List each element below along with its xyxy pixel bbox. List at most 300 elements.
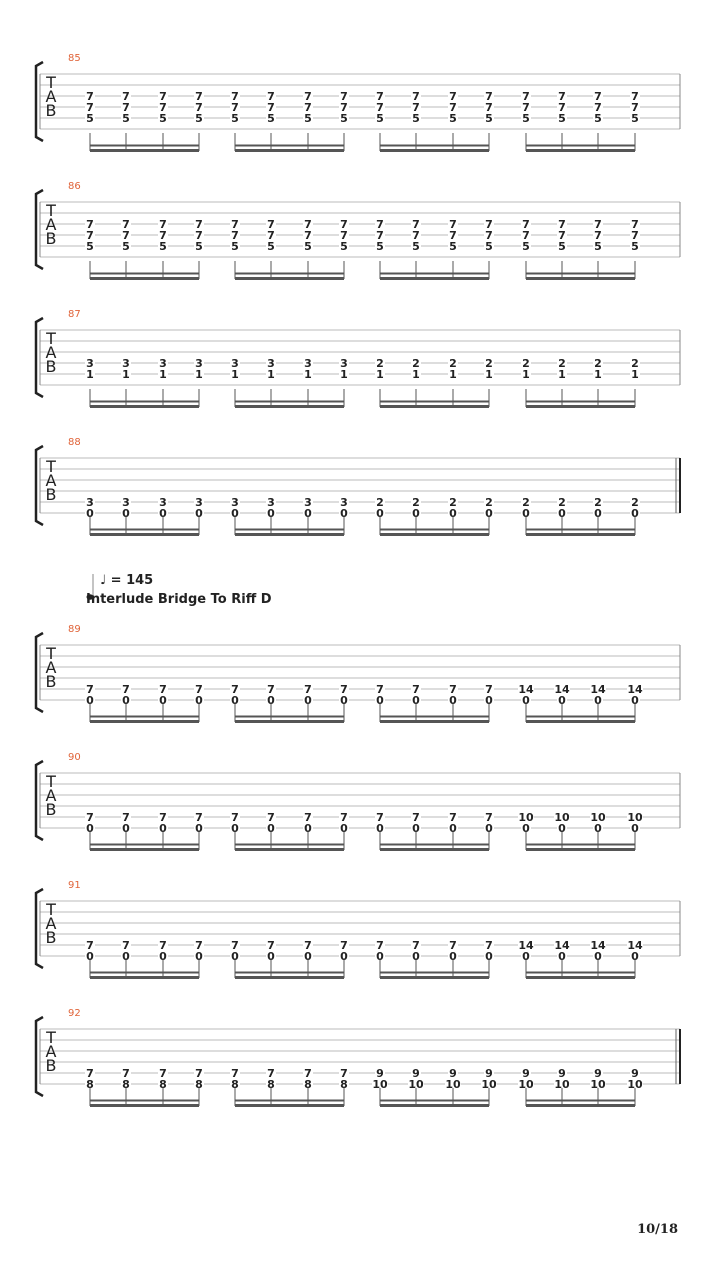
fret-number: 7	[122, 939, 130, 952]
fret-number: 8	[86, 1078, 94, 1091]
tab-clef-letter: T	[46, 329, 56, 348]
tab-clef-letter: B	[45, 800, 57, 819]
fret-number: 8	[340, 1078, 348, 1091]
fret-number: 5	[267, 240, 275, 253]
fret-number: 5	[449, 112, 457, 125]
quarter-note-icon: ♩	[100, 573, 107, 588]
fret-number: 0	[631, 507, 639, 520]
fret-number: 10	[481, 1078, 497, 1091]
fret-number: 5	[594, 240, 602, 253]
fret-number: 7	[485, 90, 493, 103]
fret-number: 7	[267, 939, 275, 952]
fret-number: 7	[231, 90, 239, 103]
fret-number: 7	[340, 939, 348, 952]
tab-clef-letter: T	[46, 73, 56, 92]
fret-number: 7	[195, 101, 203, 114]
fret-number: 0	[594, 822, 602, 835]
tab-clef-letter: B	[45, 928, 57, 947]
fret-number: 7	[122, 229, 130, 242]
tab-clef-letter: B	[45, 672, 57, 691]
fret-number: 7	[631, 229, 639, 242]
fret-number: 7	[485, 229, 493, 242]
fret-number: 3	[340, 496, 348, 509]
measure-number: 87	[68, 309, 81, 320]
fret-number: 7	[449, 683, 457, 696]
fret-number: 5	[195, 112, 203, 125]
tab-clef-letter: T	[46, 457, 56, 476]
fret-number: 3	[231, 357, 239, 370]
fret-number: 0	[558, 694, 566, 707]
fret-number: 7	[159, 101, 167, 114]
fret-number: 7	[159, 218, 167, 231]
fret-number: 8	[122, 1078, 130, 1091]
fret-number: 2	[485, 357, 493, 370]
fret-number: 3	[86, 357, 94, 370]
tab-clef-letter: T	[46, 1028, 56, 1047]
fret-number: 7	[159, 939, 167, 952]
fret-number: 7	[304, 218, 312, 231]
fret-number: 2	[485, 496, 493, 509]
fret-number: 0	[558, 822, 566, 835]
fret-number: 0	[340, 950, 348, 963]
fret-number: 5	[267, 112, 275, 125]
fret-number: 3	[195, 496, 203, 509]
fret-number: 3	[159, 357, 167, 370]
page-number: 10/18	[637, 1222, 678, 1237]
fret-number: 0	[195, 822, 203, 835]
fret-number: 7	[267, 218, 275, 231]
fret-number: 1	[594, 368, 602, 381]
fret-number: 14	[590, 939, 606, 952]
fret-number: 10	[627, 1078, 643, 1091]
fret-number: 0	[594, 507, 602, 520]
fret-number: 5	[412, 112, 420, 125]
fret-number: 7	[376, 939, 384, 952]
fret-number: 0	[485, 507, 493, 520]
fret-number: 0	[485, 694, 493, 707]
fret-number: 7	[412, 90, 420, 103]
fret-number: 7	[340, 90, 348, 103]
fret-number: 7	[304, 229, 312, 242]
fret-number: 2	[376, 357, 384, 370]
fret-number: 0	[159, 694, 167, 707]
fret-number: 7	[631, 101, 639, 114]
fret-number: 2	[631, 496, 639, 509]
fret-number: 0	[631, 694, 639, 707]
fret-number: 0	[304, 822, 312, 835]
fret-number: 9	[558, 1067, 566, 1080]
fret-number: 0	[86, 507, 94, 520]
fret-number: 7	[231, 1067, 239, 1080]
fret-number: 7	[522, 101, 530, 114]
tab-clef-letter: T	[46, 644, 56, 663]
fret-number: 8	[231, 1078, 239, 1091]
fret-number: 7	[267, 811, 275, 824]
fret-number: 7	[304, 1067, 312, 1080]
fret-number: 2	[631, 357, 639, 370]
fret-number: 7	[449, 229, 457, 242]
fret-number: 0	[376, 950, 384, 963]
fret-number: 10	[518, 1078, 534, 1091]
fret-number: 0	[122, 694, 130, 707]
fret-number: 5	[86, 112, 94, 125]
fret-number: 7	[195, 683, 203, 696]
fret-number: 1	[304, 368, 312, 381]
fret-number: 3	[122, 357, 130, 370]
fret-number: 0	[449, 507, 457, 520]
tempo-value: = 145	[110, 573, 154, 588]
tab-clef-letter: T	[46, 201, 56, 220]
fret-number: 1	[631, 368, 639, 381]
fret-number: 3	[340, 357, 348, 370]
fret-number: 7	[122, 101, 130, 114]
fret-number: 7	[304, 90, 312, 103]
fret-number: 2	[594, 496, 602, 509]
fret-number: 7	[86, 218, 94, 231]
fret-number: 7	[122, 90, 130, 103]
fret-number: 3	[195, 357, 203, 370]
fret-number: 7	[558, 229, 566, 242]
fret-number: 9	[485, 1067, 493, 1080]
fret-number: 0	[122, 950, 130, 963]
fret-number: 8	[159, 1078, 167, 1091]
fret-number: 0	[122, 822, 130, 835]
fret-number: 0	[594, 950, 602, 963]
fret-number: 5	[376, 240, 384, 253]
fret-number: 14	[518, 683, 534, 696]
fret-number: 7	[231, 218, 239, 231]
fret-number: 5	[159, 240, 167, 253]
fret-number: 0	[231, 822, 239, 835]
fret-number: 7	[412, 683, 420, 696]
fret-number: 5	[122, 112, 130, 125]
section-title: Interlude Bridge To Riff D	[86, 592, 272, 607]
fret-number: 5	[449, 240, 457, 253]
fret-number: 7	[231, 683, 239, 696]
fret-number: 1	[159, 368, 167, 381]
fret-number: 5	[412, 240, 420, 253]
tab-clef-letter: A	[45, 658, 57, 677]
fret-number: 7	[594, 101, 602, 114]
fret-number: 3	[159, 496, 167, 509]
fret-number: 3	[267, 357, 275, 370]
fret-number: 0	[412, 694, 420, 707]
fret-number: 7	[231, 101, 239, 114]
fret-number: 5	[195, 240, 203, 253]
fret-number: 8	[267, 1078, 275, 1091]
fret-number: 10	[590, 811, 606, 824]
fret-number: 0	[231, 694, 239, 707]
fret-number: 10	[590, 1078, 606, 1091]
fret-number: 5	[159, 112, 167, 125]
fret-number: 5	[522, 112, 530, 125]
fret-number: 1	[485, 368, 493, 381]
fret-number: 10	[554, 1078, 570, 1091]
fret-number: 0	[267, 507, 275, 520]
fret-number: 5	[631, 112, 639, 125]
fret-number: 7	[304, 101, 312, 114]
fret-number: 5	[304, 240, 312, 253]
fret-number: 7	[485, 101, 493, 114]
fret-number: 7	[522, 90, 530, 103]
fret-number: 7	[86, 683, 94, 696]
tab-clef-letter: B	[45, 229, 57, 248]
fret-number: 5	[231, 112, 239, 125]
fret-number: 0	[631, 950, 639, 963]
fret-number: 2	[412, 357, 420, 370]
fret-number: 5	[558, 240, 566, 253]
fret-number: 0	[376, 822, 384, 835]
fret-number: 7	[340, 683, 348, 696]
fret-number: 7	[304, 939, 312, 952]
fret-number: 7	[340, 101, 348, 114]
fret-number: 0	[267, 694, 275, 707]
fret-number: 7	[86, 939, 94, 952]
measure-number: 85	[68, 53, 81, 64]
fret-number: 7	[412, 101, 420, 114]
fret-number: 7	[631, 90, 639, 103]
fret-number: 0	[631, 822, 639, 835]
measure-number: 89	[68, 624, 81, 635]
fret-number: 0	[159, 822, 167, 835]
fret-number: 2	[412, 496, 420, 509]
fret-number: 7	[412, 218, 420, 231]
fret-number: 7	[340, 229, 348, 242]
fret-number: 7	[594, 90, 602, 103]
fret-number: 7	[594, 229, 602, 242]
fret-number: 0	[376, 694, 384, 707]
fret-number: 10	[627, 811, 643, 824]
fret-number: 7	[86, 1067, 94, 1080]
fret-number: 7	[86, 101, 94, 114]
tab-clef-letter: B	[45, 485, 57, 504]
fret-number: 0	[231, 507, 239, 520]
fret-number: 5	[304, 112, 312, 125]
fret-number: 7	[159, 1067, 167, 1080]
fret-number: 5	[340, 112, 348, 125]
fret-number: 14	[518, 939, 534, 952]
tab-clef-letter: A	[45, 343, 57, 362]
tab-clef-letter: B	[45, 357, 57, 376]
fret-number: 9	[594, 1067, 602, 1080]
tab-clef-letter: T	[46, 900, 56, 919]
fret-number: 7	[485, 939, 493, 952]
fret-number: 0	[86, 694, 94, 707]
fret-number: 0	[485, 822, 493, 835]
fret-number: 5	[631, 240, 639, 253]
fret-number: 10	[518, 811, 534, 824]
fret-number: 7	[267, 90, 275, 103]
fret-number: 0	[159, 507, 167, 520]
fret-number: 2	[522, 357, 530, 370]
tab-clef-letter: A	[45, 215, 57, 234]
fret-number: 0	[340, 822, 348, 835]
fret-number: 7	[594, 218, 602, 231]
fret-number: 0	[522, 822, 530, 835]
tab-clef-letter: A	[45, 471, 57, 490]
measure-number: 90	[68, 752, 81, 763]
fret-number: 2	[558, 496, 566, 509]
fret-number: 7	[449, 101, 457, 114]
fret-number: 0	[86, 950, 94, 963]
fret-number: 9	[376, 1067, 384, 1080]
tab-clef-letter: A	[45, 1042, 57, 1061]
fret-number: 0	[449, 822, 457, 835]
measure-number: 92	[68, 1008, 81, 1019]
fret-number: 7	[267, 229, 275, 242]
fret-number: 0	[86, 822, 94, 835]
fret-number: 7	[376, 90, 384, 103]
fret-number: 0	[195, 694, 203, 707]
fret-number: 7	[558, 90, 566, 103]
fret-number: 7	[159, 90, 167, 103]
fret-number: 7	[122, 218, 130, 231]
fret-number: 1	[376, 368, 384, 381]
tab-clef-letter: T	[46, 772, 56, 791]
fret-number: 8	[304, 1078, 312, 1091]
fret-number: 7	[86, 90, 94, 103]
fret-number: 7	[412, 811, 420, 824]
fret-number: 7	[558, 101, 566, 114]
fret-number: 7	[449, 218, 457, 231]
fret-number: 14	[627, 939, 643, 952]
fret-number: 0	[340, 507, 348, 520]
fret-number: 7	[340, 1067, 348, 1080]
fret-number: 9	[522, 1067, 530, 1080]
fret-number: 14	[590, 683, 606, 696]
fret-number: 1	[522, 368, 530, 381]
fret-number: 7	[195, 1067, 203, 1080]
fret-number: 7	[86, 229, 94, 242]
fret-number: 1	[267, 368, 275, 381]
fret-number: 0	[522, 694, 530, 707]
fret-number: 0	[522, 950, 530, 963]
fret-number: 7	[267, 1067, 275, 1080]
fret-number: 7	[340, 218, 348, 231]
fret-number: 1	[558, 368, 566, 381]
fret-number: 0	[304, 507, 312, 520]
fret-number: 2	[594, 357, 602, 370]
fret-number: 7	[231, 939, 239, 952]
fret-number: 1	[412, 368, 420, 381]
fret-number: 3	[267, 496, 275, 509]
fret-number: 1	[449, 368, 457, 381]
fret-number: 5	[86, 240, 94, 253]
fret-number: 2	[558, 357, 566, 370]
fret-number: 9	[412, 1067, 420, 1080]
fret-number: 0	[267, 822, 275, 835]
fret-number: 2	[449, 496, 457, 509]
fret-number: 14	[554, 939, 570, 952]
fret-number: 7	[159, 683, 167, 696]
tab-clef-letter: A	[45, 786, 57, 805]
fret-number: 0	[304, 694, 312, 707]
fret-number: 14	[627, 683, 643, 696]
fret-number: 2	[449, 357, 457, 370]
fret-number: 7	[231, 811, 239, 824]
fret-number: 7	[376, 683, 384, 696]
tab-clef-letter: A	[45, 87, 57, 106]
fret-number: 0	[159, 950, 167, 963]
fret-number: 7	[485, 811, 493, 824]
fret-number: 7	[412, 939, 420, 952]
fret-number: 7	[485, 218, 493, 231]
fret-number: 2	[376, 496, 384, 509]
fret-number: 7	[122, 1067, 130, 1080]
measure-number: 91	[68, 880, 81, 891]
fret-number: 7	[159, 229, 167, 242]
fret-number: 7	[195, 218, 203, 231]
tab-clef-letter: B	[45, 101, 57, 120]
fret-number: 0	[340, 694, 348, 707]
fret-number: 3	[304, 496, 312, 509]
fret-number: 7	[449, 811, 457, 824]
fret-number: 7	[86, 811, 94, 824]
fret-number: 7	[159, 811, 167, 824]
fret-number: 5	[485, 112, 493, 125]
fret-number: 10	[445, 1078, 461, 1091]
fret-number: 0	[558, 950, 566, 963]
fret-number: 0	[449, 950, 457, 963]
measure-number: 88	[68, 437, 81, 448]
fret-number: 0	[122, 507, 130, 520]
fret-number: 0	[231, 950, 239, 963]
fret-number: 1	[340, 368, 348, 381]
fret-number: 0	[267, 950, 275, 963]
fret-number: 7	[485, 683, 493, 696]
fret-number: 0	[376, 507, 384, 520]
fret-number: 7	[267, 683, 275, 696]
fret-number: 3	[122, 496, 130, 509]
fret-number: 7	[522, 229, 530, 242]
measure-number: 86	[68, 181, 81, 192]
fret-number: 10	[372, 1078, 388, 1091]
fret-number: 7	[195, 90, 203, 103]
fret-number: 1	[86, 368, 94, 381]
fret-number: 7	[231, 229, 239, 242]
fret-number: 7	[412, 229, 420, 242]
fret-number: 1	[122, 368, 130, 381]
fret-number: 5	[376, 112, 384, 125]
fret-number: 10	[554, 811, 570, 824]
fret-number: 2	[522, 496, 530, 509]
fret-number: 7	[304, 811, 312, 824]
fret-number: 0	[558, 507, 566, 520]
fret-number: 7	[449, 939, 457, 952]
fret-number: 7	[376, 101, 384, 114]
fret-number: 5	[122, 240, 130, 253]
fret-number: 3	[86, 496, 94, 509]
fret-number: 0	[412, 822, 420, 835]
fret-number: 7	[376, 811, 384, 824]
fret-number: 7	[376, 218, 384, 231]
fret-number: 7	[304, 683, 312, 696]
fret-number: 0	[412, 950, 420, 963]
fret-number: 10	[408, 1078, 424, 1091]
fret-number: 5	[594, 112, 602, 125]
fret-number: 7	[195, 939, 203, 952]
fret-number: 14	[554, 683, 570, 696]
fret-number: 0	[449, 694, 457, 707]
fret-number: 5	[231, 240, 239, 253]
fret-number: 0	[594, 694, 602, 707]
fret-number: 0	[195, 507, 203, 520]
fret-number: 1	[195, 368, 203, 381]
fret-number: 0	[195, 950, 203, 963]
tab-clef-letter: B	[45, 1056, 57, 1075]
fret-number: 5	[485, 240, 493, 253]
fret-number: 7	[449, 90, 457, 103]
